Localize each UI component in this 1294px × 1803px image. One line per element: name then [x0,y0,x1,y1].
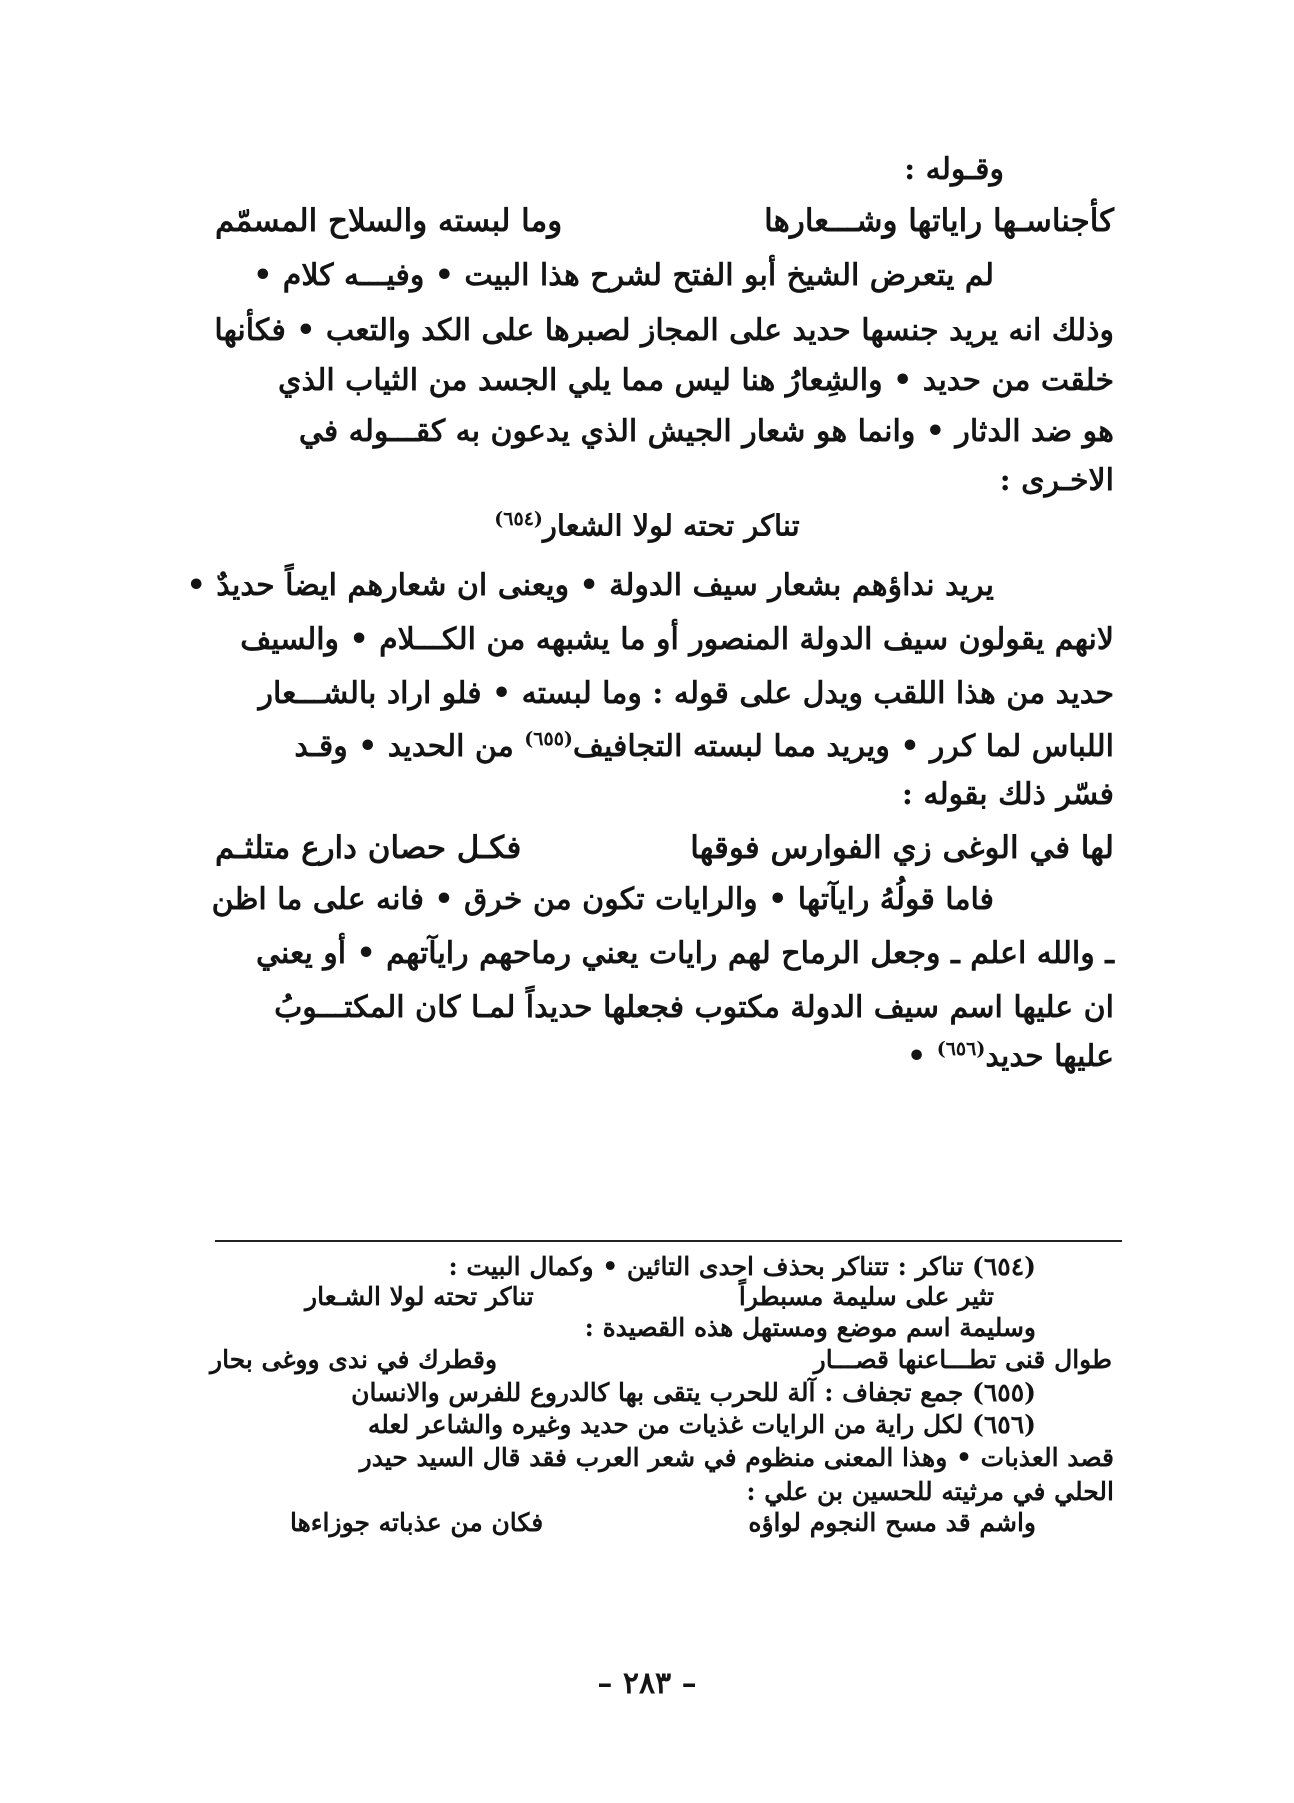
verse-second-hemistich: فكـل حصان دارع متلثـم [215,830,522,866]
body-line: ـ والله اعلم ـ وجعل الرماح لهم رايات يعني رماحهم رايآتهم • أو يعني [255,936,1114,971]
body-line [907,1038,1114,1074]
poem-verse [215,203,1114,239]
footnote-verse-first: طوال قنى تطـــاعنها قصـــار [813,1345,1112,1374]
footnote-verse-second: وقطرك في ندى ووغى بحار [210,1345,498,1374]
page-number: – ٢٨٣ – [597,1666,697,1701]
footnote-line: (٦٥٥) جمع تجفاف : آلة للحرب يتقى بها كالدروع للفرس والانسان [351,1378,1036,1407]
body-line: لم يتعرض الشيخ أبو الفتح لشرح هذا البيت • وفيـــه كلام • [253,258,994,293]
body-line: يريد نداؤهم بشعار سيف الدولة • ويعنى ان شعارهم ايضاً حديدٌ • [186,568,994,603]
body-line: فسّر ذلك بقوله : [901,777,1114,812]
footnote-line: الحلي في مرثيته للحسين بن علي : [746,1477,1114,1506]
body-line-part: من الحديد • وقـد [294,729,514,764]
footnote-ref-654: (٦٥٤) [494,508,543,530]
half-verse-text: تناكر تحته لولا الشعار [542,508,800,543]
body-line: لانهم يقولون سيف الدولة المنصور أو ما يشبهه من الكـــلام • والسيف [240,622,1114,657]
body-line: وذلك انه يريد جنسها حديد على المجاز لصبرها على الكد والتعب • فكأنها [214,313,1114,348]
verse-second-hemistich: وما لبسته والسلاح المسمّم [215,203,563,239]
body-line-part: عليها حديد [985,1039,1114,1074]
footnote-verse-first: واشم قد مسح النجوم لواؤه [748,1508,1036,1537]
footnote-line: (٦٥٦) لكل راية من الرايات غذيات من حديد وغيره والشاعر لعله [367,1410,1036,1439]
footnote-verse-second: فكان من عذباته جوزاءها [290,1508,544,1537]
body-line: الاخـرى : [999,463,1114,498]
body-line: خلقت من حديد • والشِعارُ هنا ليس مما يلي الجسد من الثياب الذي [278,363,1114,398]
verse-first-hemistich: لها في الوغى زي الفوارس فوقها [690,830,1114,866]
quoted-half-verse [0,508,1294,543]
footnote-verse [305,1282,994,1311]
footnote-verse [210,1345,1112,1374]
body-line: هو ضد الدثار • وانما هو شعار الجيش الذي يدعون به كقـــوله في [298,414,1114,449]
body-line: حديد من هذا اللقب ويدل على قوله : وما لبسته • فلو اراد بالشـــعار [258,676,1114,711]
verse-first-hemistich: كأجناسـها راياتها وشـــعارها [764,203,1114,239]
footnote-ref-655: (٦٥٥) [524,728,573,750]
body-line [294,728,1114,764]
footnote-verse-second: تناكر تحته لولا الشـعار [305,1282,534,1311]
footnote-separator [215,1240,1122,1242]
footnote-ref-656: (٦٥٦) [936,1038,986,1060]
section-heading: وقـوله : [904,152,1004,187]
footnote-line: قصد العذبات • وهذا المعنى منظوم في شعر العرب فقد قال السيد حيدر [359,1443,1114,1472]
footnote-verse [290,1508,1036,1537]
body-line: ان عليها اسم سيف الدولة مكتوب فجعلها حديداً لمـا كان المكتـــوبُ [274,990,1114,1025]
footnote-line: وسليمة اسم موضع ومستهل هذه القصيدة : [584,1313,1036,1342]
body-line: فاما قولُهُ رايآتها • والرايات تكون من خرق • فانه على ما اظن [211,882,994,917]
footnote-verse-first: تثير على سليمة مسبطراً [738,1282,994,1311]
footnote-line: (٦٥٤) تناكر : تتناكر بحذف احدى التائين • وكمال البيت : [448,1252,1036,1281]
body-line-part: اللباس لما كرر • ويريد مما لبسته التجافيف [572,729,1114,764]
poem-verse [215,830,1114,866]
body-line-part: • [907,1039,927,1074]
